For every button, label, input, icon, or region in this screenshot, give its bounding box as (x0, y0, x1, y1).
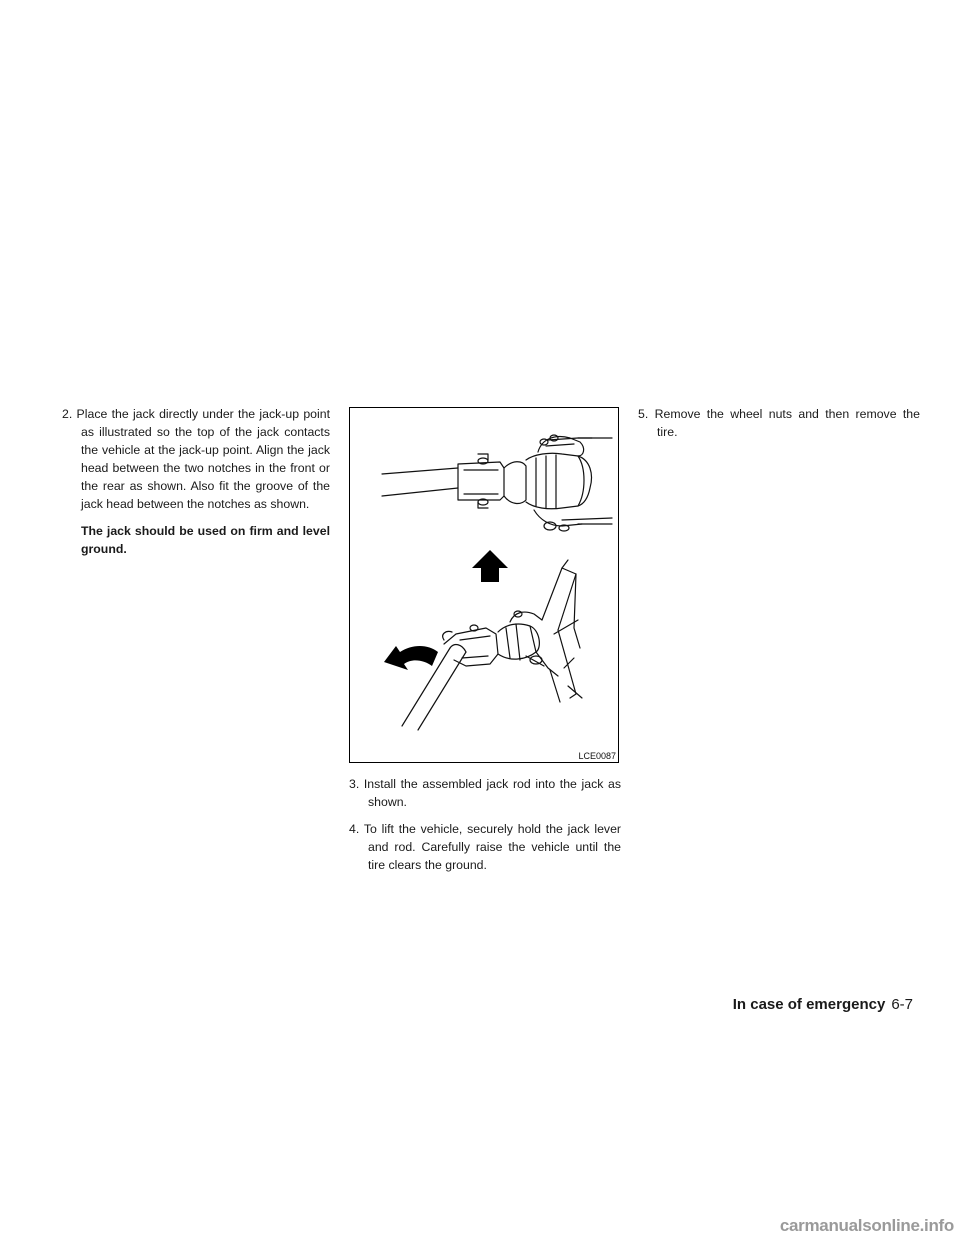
step-3-number: 3. (349, 777, 360, 791)
step-4-text: To lift the vehicle, securely hold the jack lever and rod. Carefully raise the vehicle until the tire clears the ground. (363, 822, 622, 872)
step-5 (638, 405, 920, 441)
step-4 (349, 820, 621, 874)
page-footer (733, 995, 913, 1015)
step-5-text: Remove the wheel nuts and then remove the tire. (654, 407, 920, 439)
section-title: In case of emergency (732, 996, 886, 1013)
curved-arrow-icon (384, 646, 438, 670)
step-4-number: 4. (349, 822, 360, 836)
step-2-text: Place the jack directly under the jack-up point as illustrated so the top of the jack contacts the vehicle at the jack-up point. Align the jack head between the two notches in the front or the rear as shown. Also fit the groove of the jack head between the notches as shown. (76, 407, 330, 511)
step-3 (349, 775, 621, 811)
step-3-text: Install the assembled jack rod into the jack as shown. (363, 777, 621, 809)
left-column (62, 405, 330, 558)
firm-ground-note: The jack should be used on firm and level ground. (81, 524, 330, 556)
jack-rod-assembly-view (402, 560, 582, 730)
figure-code: LCE0087 (578, 751, 616, 761)
step-2-number: 2. (62, 407, 73, 421)
middle-column (349, 407, 621, 883)
up-arrow-icon (472, 550, 508, 582)
jack-head-top-view (382, 435, 612, 531)
jack-drawing (350, 408, 618, 762)
watermark-link[interactable]: carmanualsonline.info (779, 1216, 954, 1235)
jack-illustration (349, 407, 619, 763)
step-2 (62, 405, 330, 513)
step-5-number: 5. (638, 407, 649, 421)
right-column (638, 405, 920, 450)
page-number: 6-7 (891, 996, 913, 1013)
